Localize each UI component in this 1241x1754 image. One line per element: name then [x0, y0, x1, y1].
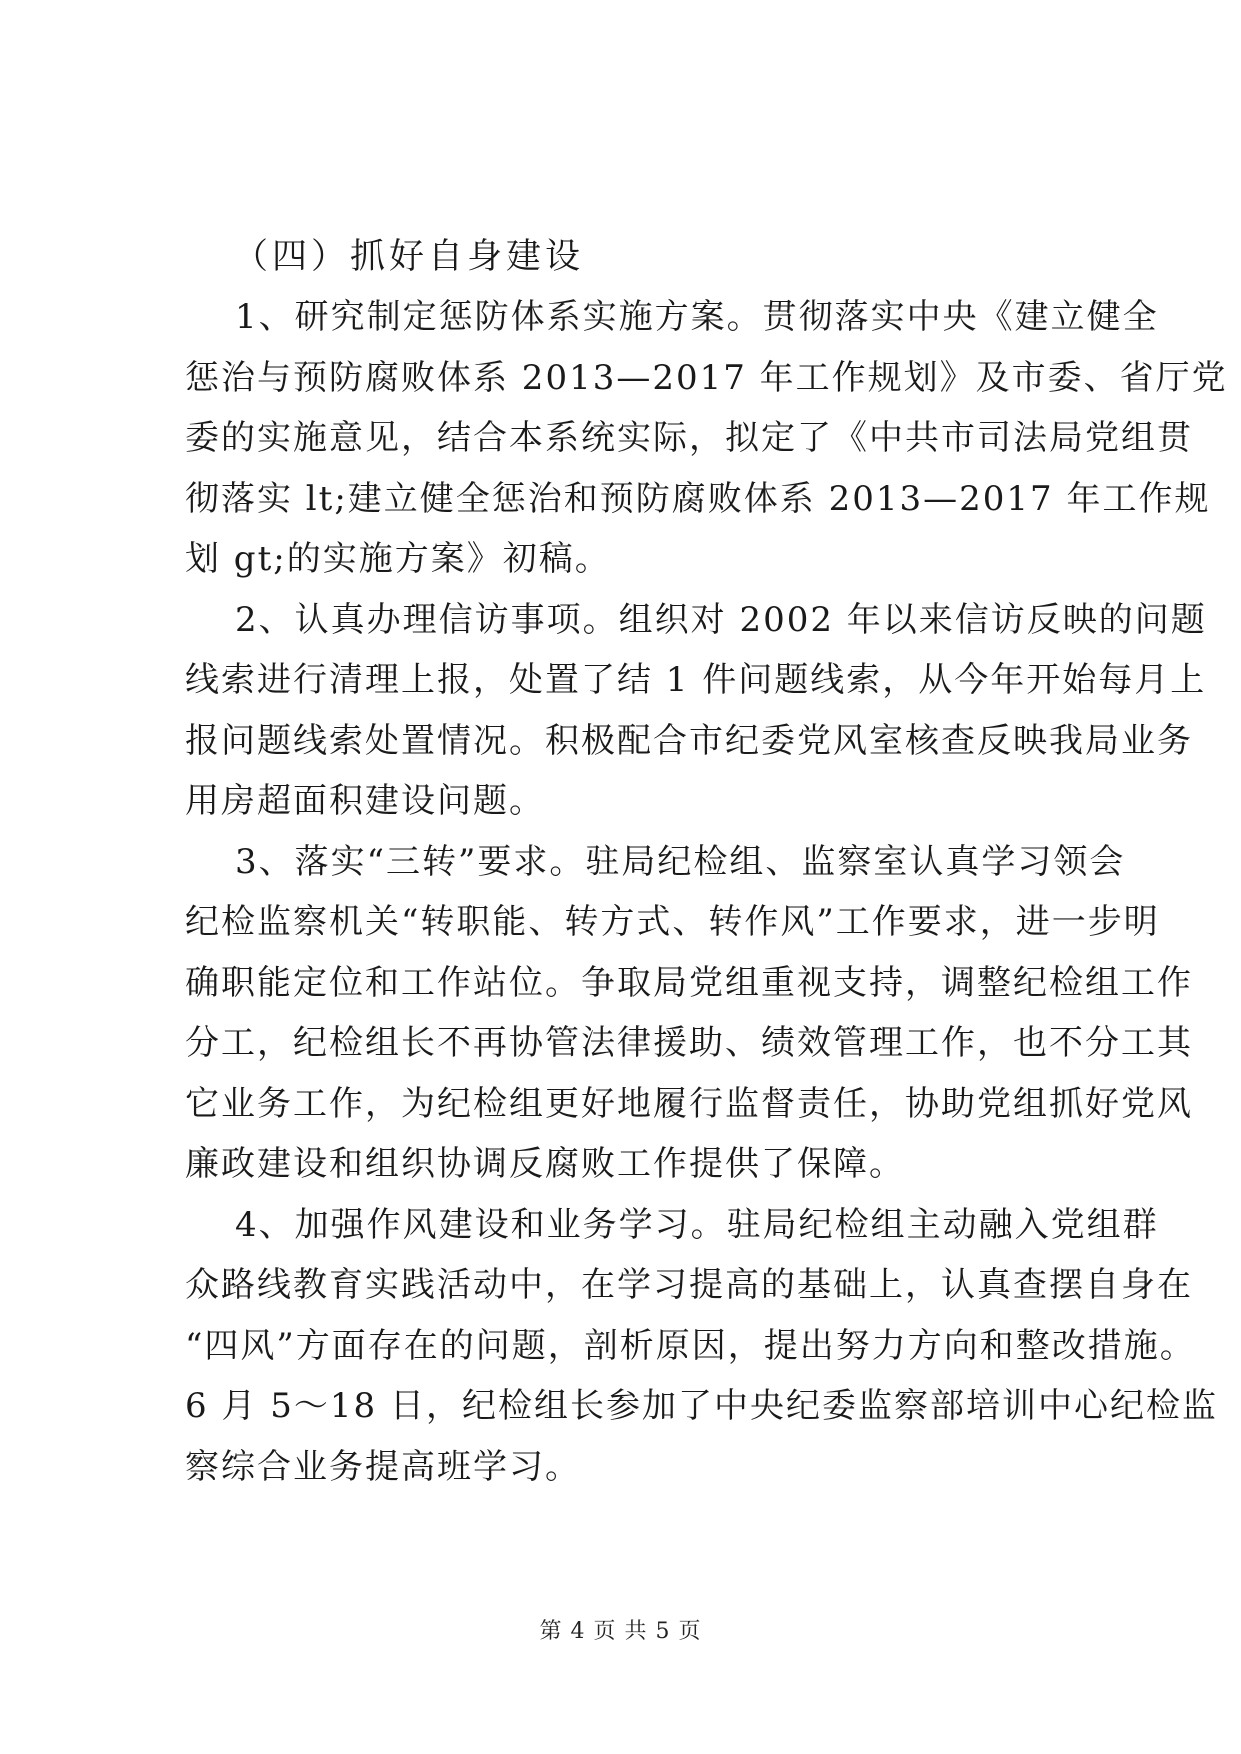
paragraph-line: 惩治与预防腐败体系 2013—2017 年工作规划》及市委、省厅党 [185, 357, 1228, 398]
paragraph-line: 1、研究制定惩防体系实施方案。贯彻落实中央《建立健全 [235, 297, 1159, 337]
document-body [185, 228, 1228, 1497]
paragraph-line: 廉政建设和组织协调反腐败工作提供了保障。 [185, 1144, 905, 1184]
page-footer: 第 4 页 共 5 页 [539, 1619, 702, 1644]
paragraph-line: 察综合业务提高班学习。 [185, 1446, 581, 1487]
paragraph-line: 线索进行清理上报，处置了结 1 件问题线索，从今年开始每月上 [185, 660, 1207, 700]
paragraph-line: 划 gt;的实施方案》初稿。 [185, 539, 611, 579]
paragraph-3 [185, 832, 1193, 1195]
paragraph-2 [185, 590, 1207, 832]
paragraph-line: 分工，纪检组长不再协管法律援助、绩效管理工作，也不分工其 [185, 1023, 1193, 1063]
paragraph-line: 用房超面积建设问题。 [185, 781, 545, 821]
section-heading: （四）抓好自身建设 [233, 237, 585, 277]
paragraph-line: 它业务工作，为纪检组更好地履行监督责任，协助党组抓好党风 [185, 1083, 1193, 1124]
paragraph-line: 6 月 5～18 日，纪检组长参加了中央纪委监察部培训中心纪检监 [185, 1386, 1218, 1426]
paragraph-line: 报问题线索处置情况。积极配合市纪委党风室核查反映我局业务 [185, 720, 1193, 761]
paragraph-4 [185, 1195, 1218, 1498]
paragraph-line: 3、落实“三转”要求。驻局纪检组、监察室认真学习领会 [235, 841, 1126, 882]
paragraph-line: 彻落实 lt;建立健全惩治和预防腐败体系 2013—2017 年工作规 [185, 478, 1211, 519]
paragraph-line: 委的实施意见，结合本系统实际，拟定了《中共市司法局党组贯 [185, 418, 1193, 458]
paragraph-line: 纪检监察机关“转职能、转方式、转作风”工作要求，进一步明 [185, 902, 1160, 942]
paragraph-line: 众路线教育实践活动中，在学习提高的基础上，认真查摆自身在 [185, 1265, 1193, 1305]
paragraph-1 [185, 287, 1228, 590]
paragraph-line: 确职能定位和工作站位。争取局党组重视支持，调整纪检组工作 [185, 962, 1193, 1003]
paragraph-line: 2、认真办理信访事项。组织对 2002 年以来信访反映的问题 [235, 599, 1207, 640]
paragraph-line: “四风”方面存在的问题，剖析原因，提出努力方向和整改措施。 [185, 1325, 1196, 1366]
paragraph-line: 4、加强作风建设和业务学习。驻局纪检组主动融入党组群 [235, 1204, 1159, 1245]
